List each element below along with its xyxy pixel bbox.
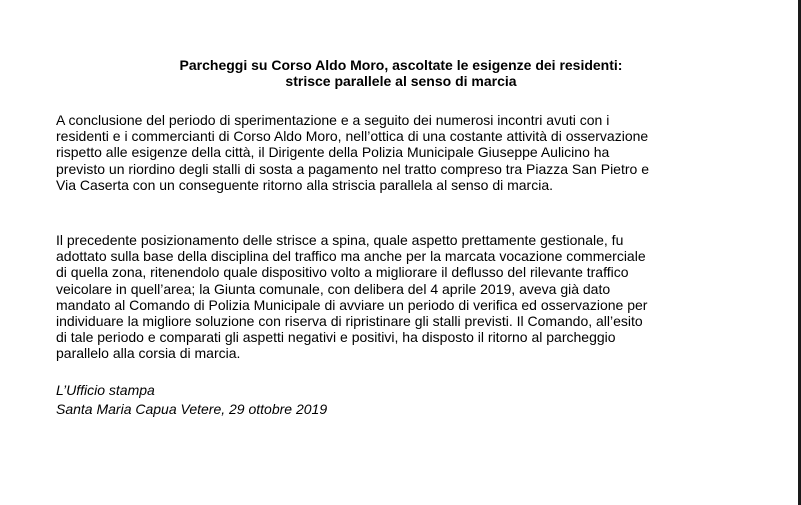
signature-block — [56, 381, 327, 419]
document-title — [56, 57, 746, 89]
signature-office: L’Ufficio stampa — [56, 382, 155, 398]
title-line: strisce parallele al senso di marcia — [285, 73, 517, 89]
title-line: Parcheggi su Corso Aldo Moro, ascoltate le esigenze dei residenti: — [179, 57, 623, 73]
text-line: veicolare in quell’area; la Giunta comunale, con delibera del 4 aprile 2019, aveva già dato — [56, 280, 611, 297]
signature-place-date: Santa Maria Capua Vetere, 29 ottobre 2019 — [56, 401, 328, 417]
text-line: Il precedente posizionamento delle strisce a spina, quale aspetto prettamente gestionale, fu — [56, 232, 624, 248]
text-line: Via Caserta con un conseguente ritorno alla striscia parallela al senso di marcia. — [56, 176, 554, 193]
paragraph-intro — [56, 112, 756, 193]
text-line: individuare la migliore soluzione con riserva di ripristinare gli stalli previsti. Il Comando, all’esito — [56, 313, 643, 330]
text-line: di quella zona, ritenendolo quale dispositivo volto a migliorare il deflusso del rilevante traffico — [56, 264, 629, 281]
text-line: residenti e i commercianti di Corso Aldo Moro, nell’ottica di una costante attività di osservazione — [56, 128, 649, 145]
paragraph-background — [56, 232, 756, 362]
text-line: adottato sulla base della disciplina del traffico ma anche per la marcata vocazione commerciale — [56, 248, 646, 265]
text-line: previsto un riordino degli stalli di sosta a pagamento nel tratto compreso tra Piazza San Pietro e — [56, 160, 649, 177]
text-line: mandato al Comando di Polizia Municipale di avviare un periodo di verifica ed osservazione per — [56, 296, 648, 313]
text-line: parallelo alla corsia di marcia. — [56, 345, 241, 362]
text-line: rispetto alle esigenze della città, il Dirigente della Polizia Municipale Giuseppe Aulicino ha — [56, 144, 610, 161]
text-line: A conclusione del periodo di sperimentazione e a seguito dei numerosi incontri avuti con i — [56, 112, 610, 128]
text-line: di tale periodo e comparati gli aspetti negativi e positivi, ha disposto il ritorno al parcheggio — [56, 329, 616, 346]
